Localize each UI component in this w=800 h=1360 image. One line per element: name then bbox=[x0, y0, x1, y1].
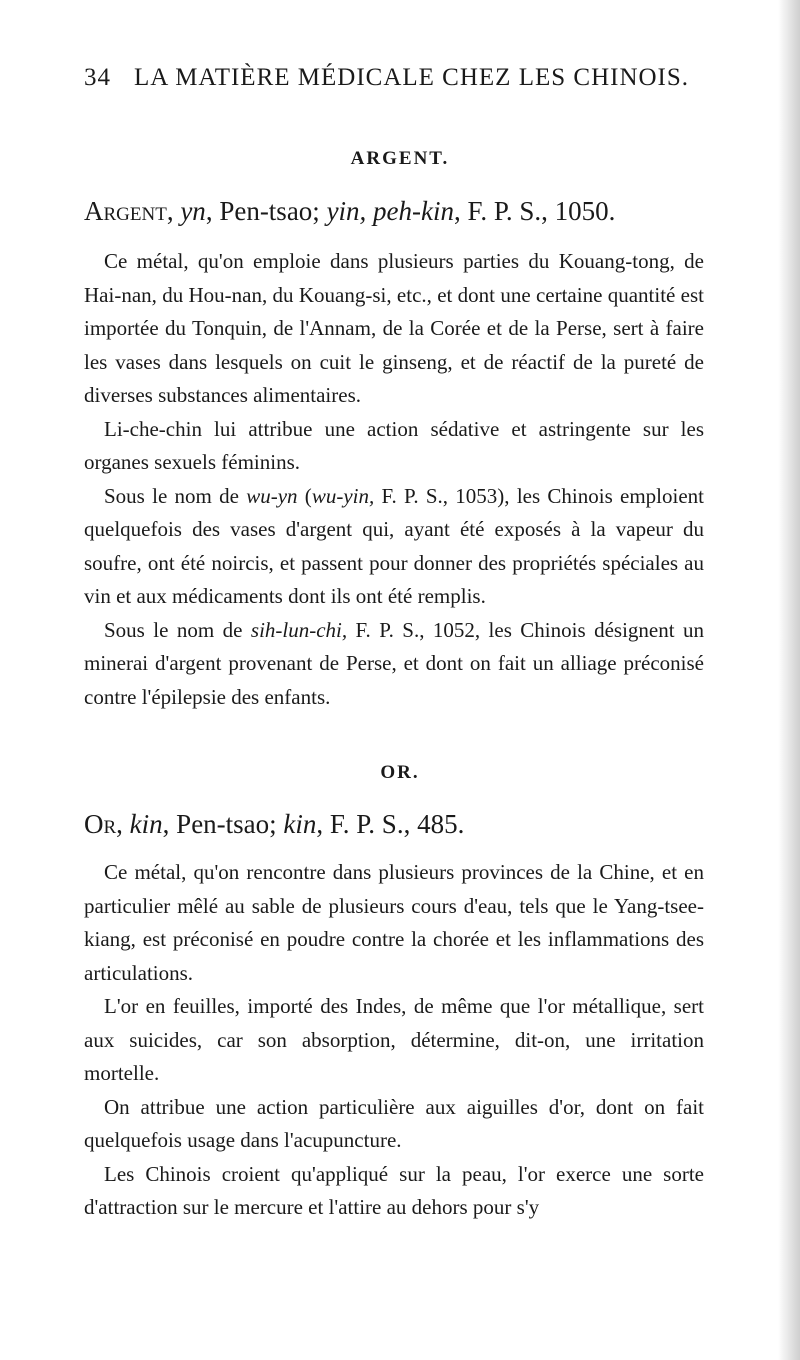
entry-heading-argent: Argent, yn, Pen-tsao; yin, peh-kin, F. P. S., 1050. bbox=[84, 196, 616, 226]
text-run: Sous le nom de bbox=[104, 483, 247, 508]
entry-source: Pen-tsao bbox=[219, 196, 313, 226]
entry-term: Or bbox=[84, 809, 117, 839]
running-head bbox=[84, 64, 714, 92]
entry-chinese-name: kin bbox=[129, 809, 163, 839]
entry-alt-names: kin bbox=[283, 809, 317, 839]
entry-source: Pen-tsao bbox=[176, 809, 270, 839]
scanned-page-edge bbox=[778, 0, 800, 1360]
or-body bbox=[84, 856, 704, 1225]
term-italic: wu-yin, bbox=[311, 483, 375, 508]
paragraph bbox=[84, 480, 704, 614]
term-italic: wu-yn bbox=[246, 483, 298, 508]
entry-reference: F. P. S., 485. bbox=[329, 809, 465, 839]
term-italic: sih-lun-chi, bbox=[250, 617, 348, 642]
reference: F. P. S., 1053), bbox=[374, 483, 517, 508]
section-title-argent: ARGENT. bbox=[350, 148, 450, 169]
paragraph bbox=[84, 614, 704, 715]
reference: F. P. S., 1052, bbox=[347, 617, 489, 642]
running-title: LA MATIÈRE MÉDICALE CHEZ LES CHINOIS. bbox=[134, 64, 690, 91]
argent-body bbox=[84, 245, 704, 714]
text-run: ( bbox=[297, 483, 312, 508]
paragraph: Ce métal, qu'on rencontre dans plusieurs provinces de la Chine, et en particulier mêlé au sable de plusieurs cours d'eau, tels que le Yang-tsee-kiang, est préconisé en poudre contre la chorée et les inflammations des articulations. bbox=[84, 860, 704, 985]
text-run: les Chinois emploient quelquefois des vases d'argent qui, ayant été exposés à la vapeur du soufre, ont été noircis, et passent pour donner des propriétés spéciales au vin et aux médicaments dont ils ont été remplis. bbox=[84, 483, 704, 608]
page-number: 34 bbox=[84, 64, 111, 91]
entry-heading-or: Or, kin, Pen-tsao; kin, F. P. S., 485. bbox=[84, 809, 465, 839]
entry-term: Argent bbox=[84, 196, 167, 226]
paragraph: On attribue une action particulière aux aiguilles d'or, dont on fait quelquefois usage dans l'acupuncture. bbox=[84, 1094, 704, 1152]
paragraph: Ce métal, qu'on emploie dans plusieurs parties du Kouang-tong, de Hai-nan, du Hou-nan, du Kouang-si, etc., et dont une certaine quantité est importée du Tonquin, de l'Annam, de la Corée et de la Perse, sert à faire les vases dans lesquels on cuit le ginseng, et de réactif de la pureté de diverses substances alimentaires. bbox=[84, 249, 704, 407]
text-run: Sous le nom de bbox=[104, 617, 251, 642]
entry-alt-names: yin, peh-kin bbox=[326, 196, 455, 226]
paragraph: Li-che-chin lui attribue une action sédative et astringente sur les organes sexuels féminins. bbox=[84, 416, 704, 474]
paragraph: Les Chinois croient qu'appliqué sur la peau, l'or exerce une sorte d'attraction sur le mercure et l'attire au dehors pour s'y bbox=[84, 1161, 704, 1219]
entry-chinese-name: yn bbox=[180, 196, 206, 226]
text-run: les Chinois désignent un minerai d'argent provenant de Perse, et dont on fait un alliage préconisé contre l'épilepsie des enfants. bbox=[84, 617, 704, 709]
section-title-or: OR. bbox=[380, 762, 420, 783]
entry-reference: F. P. S., 1050. bbox=[467, 196, 616, 226]
paragraph: L'or en feuilles, importé des Indes, de même que l'or métallique, sert aux suicides, car son absorption, détermine, dit-on, une irritation mortelle. bbox=[84, 994, 704, 1085]
